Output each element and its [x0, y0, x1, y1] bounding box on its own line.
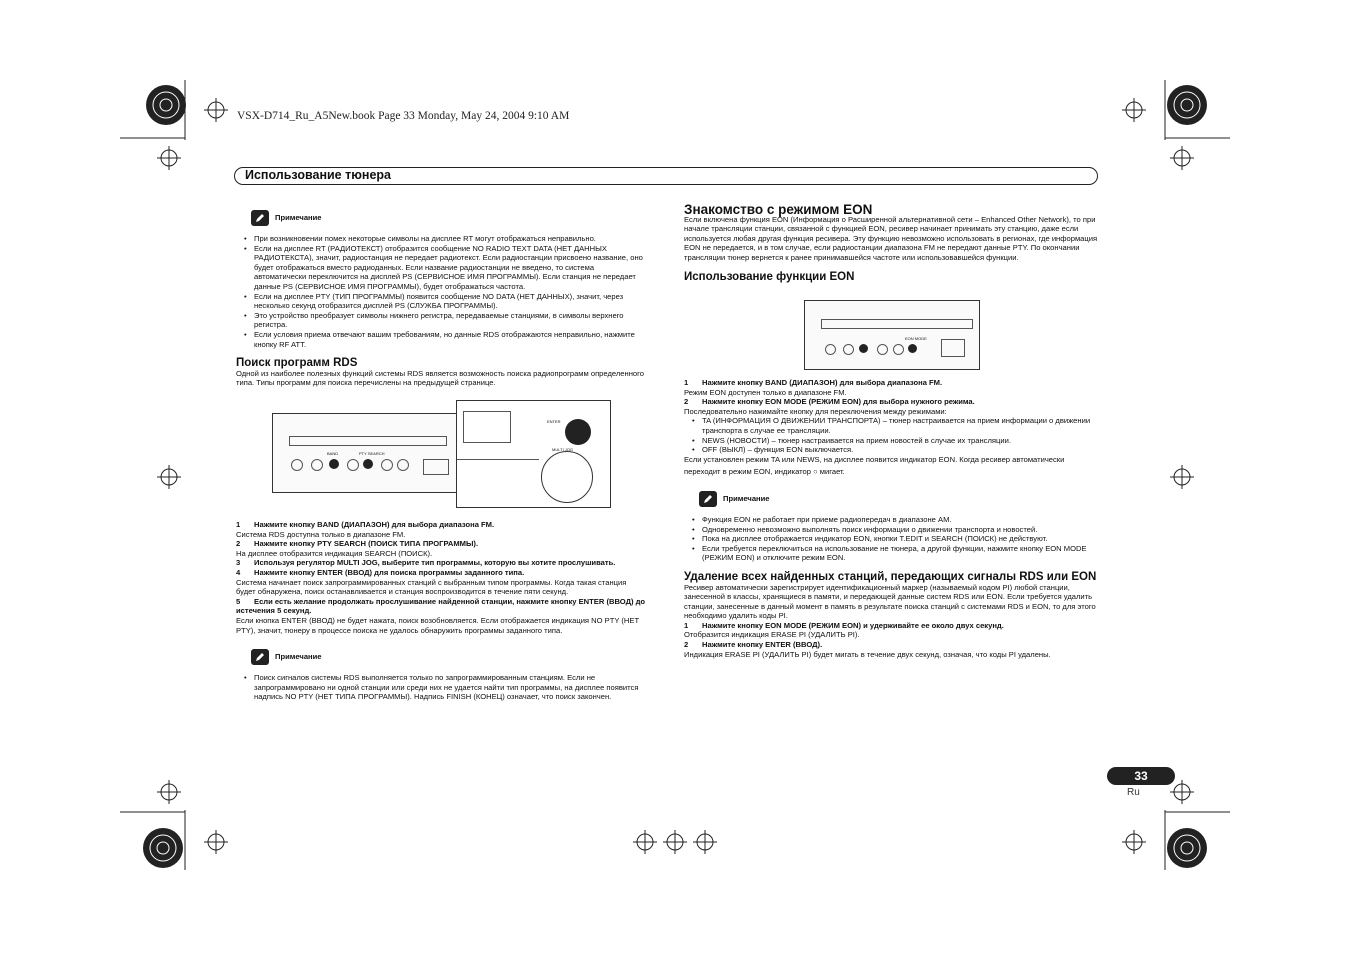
erase-step-2-detail: Индикация ERASE PI (УДАЛИТЬ PI) будет мигать в течение двух секунд, означая, что коды PI удалены.	[684, 649, 1051, 659]
note-item: • Пока на дисплее отображается индикатор EON, кнопки T.EDIT и SEARCH (ПОИСК) не действуют.	[702, 534, 1098, 544]
eon-panel-illustration	[804, 300, 980, 370]
pty-label: PTY SEARCH	[359, 451, 385, 456]
note-pencil-icon	[251, 210, 269, 226]
note-title: Примечание	[723, 494, 770, 504]
page-language: Ru	[1127, 787, 1140, 798]
eon-label: EON MODE	[905, 336, 927, 341]
step-1-detail: Система RDS доступна только в диапазоне FM.	[236, 529, 406, 539]
receiver-front-panel-illustration	[272, 413, 458, 493]
multi-jog-label: MULTI JOG	[552, 447, 574, 452]
left-column	[236, 210, 648, 388]
step-3: 3 Используя регулятор MULTI JOG, выберите тип программы, которую вы хотите прослушивать.	[236, 558, 616, 568]
note-list	[684, 515, 1098, 563]
step-2: 2 Нажмите кнопку PTY SEARCH (ПОИСК ТИПА ПРОГРАММЫ).	[236, 539, 479, 549]
step-5: 5 Если есть желание продолжать прослушивание найденной станции, нажмите кнопку ENTER (ВВОД) до истечения 5 секунд.	[236, 596, 646, 616]
eon-intro: Если включена функция EON (Информация о Расширенной альтернативной сети – Enhanced Other Network), то при начале трансляции станции, связанной с функцией EON, ресивер начинает принимать эту станцию, даже если используется любая другая функция ресивера. Эту функцию невозможно использовать в регионах, где информация EON не передается, и в том случае, если радиостанции диапазона FM не передают данные PTY. По окончании трансляции тюнер вернется к ранее принимавшейся частоте или использовавшейся функции.	[684, 214, 1098, 262]
receiver-closeup-illustration	[456, 400, 611, 508]
print-header: VSX-D714_Ru_A5New.book Page 33 Monday, May 24, 2004 9:10 AM	[237, 110, 570, 122]
eon-step-1-detail: Режим EON доступен только в диапазоне FM.	[684, 387, 847, 397]
rds-intro: Одной из наиболее полезных функций системы RDS является возможность поиска радиопрограмм определенного типа. Типы программ для поиска перечислены на предыдущей странице.	[236, 368, 644, 388]
erase-intro: Ресивер автоматически зарегистрирует идентификационный маркер (называемый кодом PI) любой станции, занесенной в классы, хранящиеся в памяти, и передающей данные систем RDS или EON. Если требуется удалить станции, занесенные в данный момент в память в результате поиска станций с системами RDS и EON, то для этого необходимо удалить коды PI.	[684, 582, 1096, 621]
eon-steps	[684, 378, 1098, 659]
note-item: • Если на дисплее RT (РАДИОТЕКСТ) отобразится сообщение NO RADIO TEXT DATA (НЕТ ДАННЫХ РАДИОТЕКСТА), значит, радиостанция не передает радиотекст. Если радиостанции присвоено название, оно будет отображаться вместо радиоданных. Если название радиостанции не введено, то система автоматически переключится на дисплей PS (СЕРВИСНОЕ ИМЯ ПРОГРАММЫ). Если станция не передает данные PS (СЕРВИСНОЕ ИМЯ ПРОГРАММЫ), будет отображаться частота.	[254, 244, 648, 292]
band-label: BAND	[327, 451, 339, 456]
eon-after-text: Если установлен режим TA или NEWS, на дисплее появится индикатор EON. Когда ресивер автоматически	[684, 454, 1065, 464]
step-4-detail: Система начинает поиск запрограммированных станций с выбранным типом программы. Когда такая станция будет обнаружена, поиск останавливается и станция воспроизводится в течение пяти секунд.	[236, 577, 627, 597]
erase-step-2: 2 Нажмите кнопку ENTER (ВВОД).	[684, 640, 823, 650]
erase-heading: Удаление всех найденных станций, передающих сигналы RDS или EON	[684, 570, 1097, 583]
eon-mode-list	[684, 416, 1098, 454]
eon-after-text-2: переходит в режим EON, индикатор ○ мигает.	[684, 467, 845, 477]
step-5-detail: Если кнопка ENTER (ВВОД) не будет нажата, поиск возобновляется. Если отображается индикация NO PTY (НЕТ PTY), значит, тюнеру в процессе поиска не удалось обнаружить программы заданного типа.	[236, 615, 640, 635]
note-title: Примечание	[275, 652, 322, 662]
note-item: • Если условия приема отвечают вашим требованиям, но данные RDS отображаются неправильно, нажмите кнопку RF ATT.	[254, 330, 648, 349]
eon-step-1: 1 Нажмите кнопку BAND (ДИАПАЗОН) для выбора диапазона FM.	[684, 378, 943, 387]
step-4: 4 Нажмите кнопку ENTER (ВВОД) для поиска программы заданного типа.	[236, 567, 525, 577]
note-list	[236, 234, 648, 349]
note-item: • Одновременно невозможно выполнять поиск информации о движении транспорта и новостей.	[702, 525, 1098, 535]
section-title: Использование тюнера	[245, 168, 391, 182]
rds-heading: Поиск программ RDS	[236, 357, 358, 370]
note-item: • При возникновении помех некоторые символы на дисплее RT могут отображаться неправильно.	[254, 234, 648, 244]
note-item: • Поиск сигналов системы RDS выполняется только по запрограммированным станциям. Если не запрограммировано ни одной станции или среди них не удается найти тип программы, на дисплее появится надпись NO PTY (НЕТ ТИПА ПРОГРАММЫ). Надпись FINISH (КОНЕЦ) означает, что поиск закончен.	[254, 673, 648, 702]
eon-use-heading: Использование функции EON	[684, 270, 855, 283]
note-pencil-icon	[251, 649, 269, 665]
right-column	[684, 202, 1098, 283]
eon-mode-item: • OFF (ВЫКЛ) – функция EON выключается.	[702, 445, 1098, 455]
note-pencil-icon	[699, 491, 717, 507]
note-item: • Если на дисплее PTY (ТИП ПРОГРАММЫ) появится сообщение NO DATA (НЕТ ДАННЫХ), значит, через несколько секунд отобразится дисплей PS (СЛУЖБА ПРОГРАММЫ).	[254, 292, 648, 311]
note-item: • Это устройство преобразует символы нижнего регистра, передаваемые станциями, в символы верхнего регистра.	[254, 311, 648, 330]
erase-step-1: 1 Нажмите кнопку EON MODE (РЕЖИМ EON) и удерживайте ее около двух секунд.	[684, 620, 1004, 630]
note-item: • Если требуется переключиться на использование не тюнера, а другой функции, нажмите кнопку EON MODE (РЕЖИМ EON) и отключите режим EON.	[702, 544, 1098, 563]
note-list	[236, 673, 648, 702]
note-header	[251, 649, 648, 665]
eon-heading: Знакомство с режимом EON	[684, 202, 873, 217]
enter-label: ENTER	[547, 419, 561, 424]
step-1: 1 Нажмите кнопку BAND (ДИАПАЗОН) для выбора диапазона FM.	[236, 520, 495, 529]
step-2-detail: На дисплее отобразится индикация SEARCH (ПОИСК).	[236, 548, 433, 558]
section-title-bar	[234, 167, 1098, 185]
note-header	[699, 491, 1098, 507]
note-header	[251, 210, 648, 226]
eon-step-2-detail: Последовательно нажимайте кнопку для переключения между режимами:	[684, 406, 947, 416]
rds-steps	[236, 520, 648, 702]
note-item: • Функция EON не работает при приеме радиопередач в диапазоне AM.	[702, 515, 1098, 525]
page-number: 33	[1107, 767, 1175, 785]
note-title: Примечание	[275, 213, 322, 223]
eon-mode-item: • NEWS (НОВОСТИ) – тюнер настраивается на прием новостей в случае их трансляции.	[702, 436, 1098, 446]
eon-mode-item: • TA (ИНФОРМАЦИЯ О ДВИЖЕНИИ ТРАНСПОРТА) – тюнер настраивается на прием информации о движении транспорта в случае ее трансляции.	[702, 416, 1098, 435]
erase-step-1-detail: Отобразится индикация ERASE PI (УДАЛИТЬ PI).	[684, 630, 860, 640]
eon-step-2: 2 Нажмите кнопку EON MODE (РЕЖИМ EON) для выбора нужного режима.	[684, 397, 975, 407]
